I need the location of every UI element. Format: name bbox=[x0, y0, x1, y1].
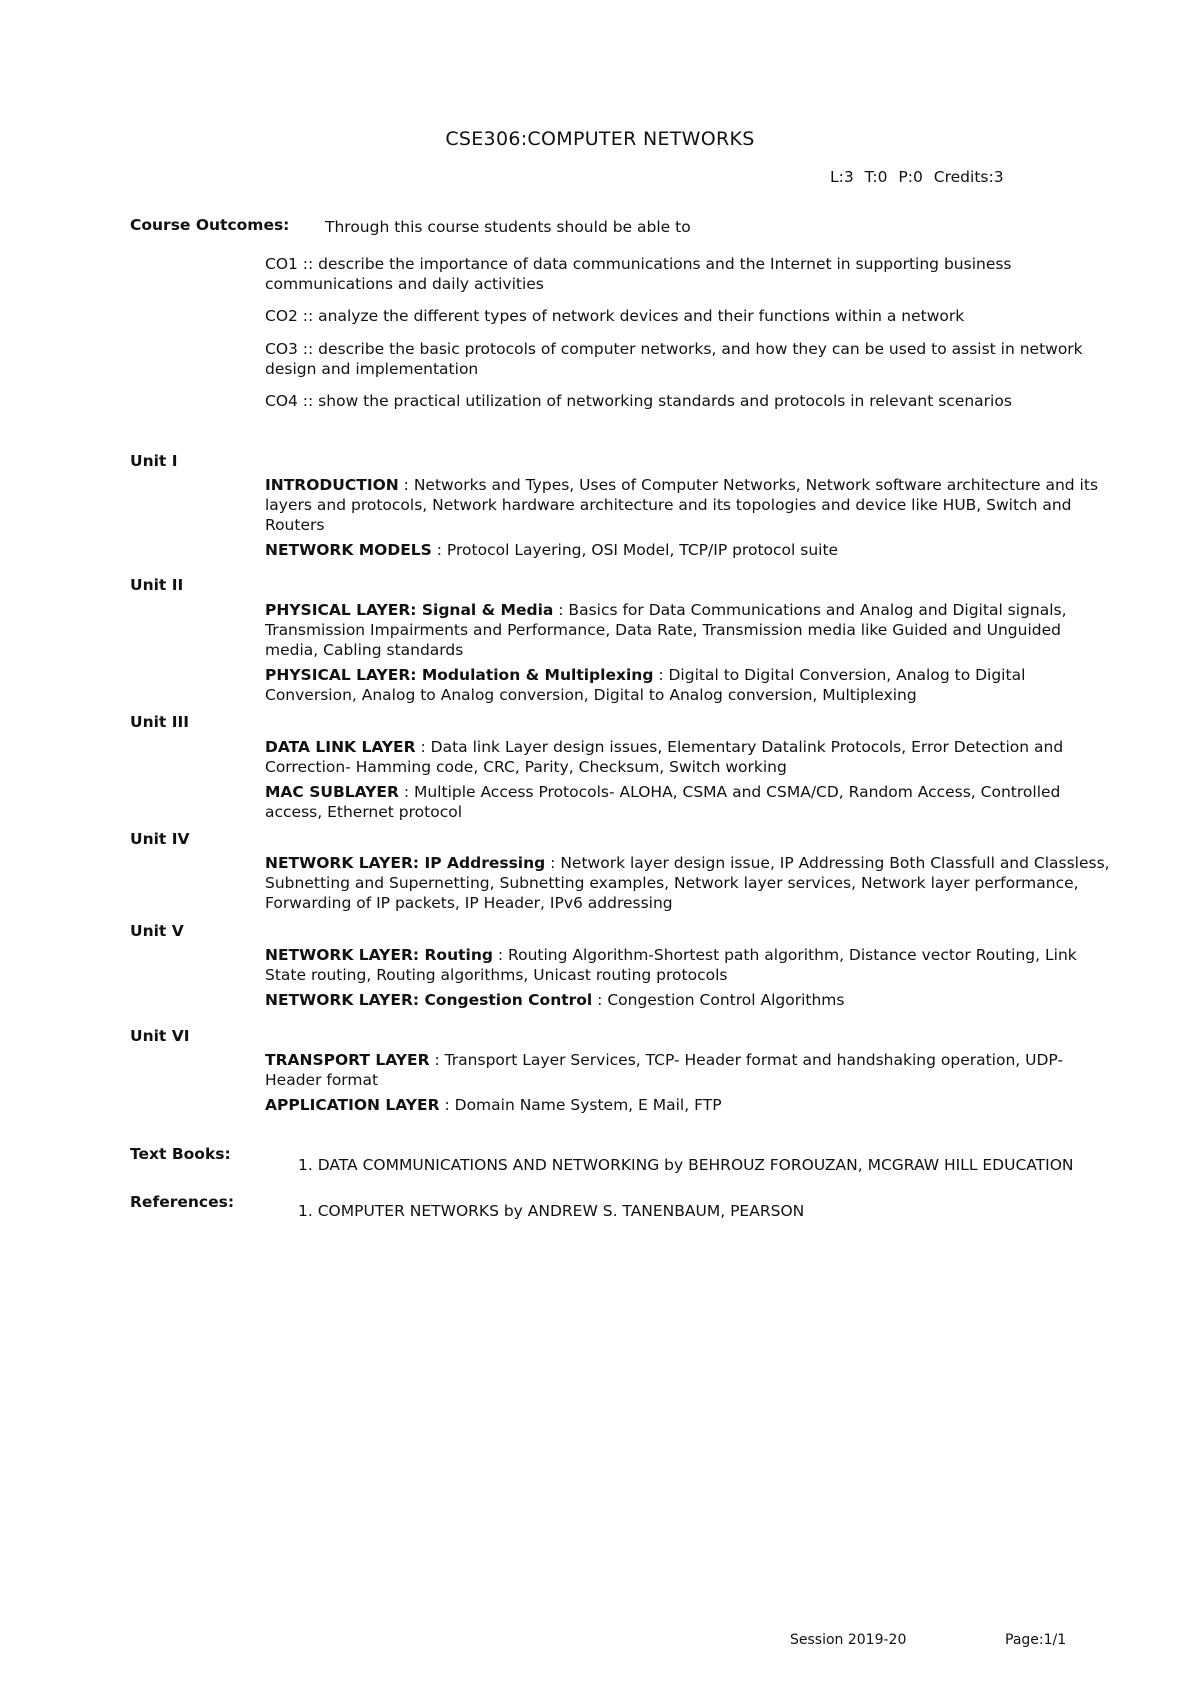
topic-heading: NETWORK MODELS bbox=[265, 541, 432, 559]
unit-2-content bbox=[265, 600, 1115, 710]
course-outcome-item: CO1 :: describe the importance of data communications and the Internet in supporting business communications and daily activities bbox=[265, 255, 1012, 293]
unit-4-content bbox=[265, 853, 1115, 918]
topic-heading: PHYSICAL LAYER: Signal & Media bbox=[265, 601, 554, 619]
textbook-item: 1. DATA COMMUNICATIONS AND NETWORKING by BEHROUZ FOROUZAN, MCGRAW HILL EDUCATION bbox=[298, 1156, 1074, 1174]
credits-line: L:3 T:0 P:0 Credits:3 bbox=[830, 168, 1004, 186]
topic-body: : Congestion Control Algorithms bbox=[592, 991, 845, 1009]
unit-topic bbox=[265, 737, 1115, 777]
unit-3-label: Unit III bbox=[130, 713, 190, 731]
topic-body: : Data link Layer design issues, Elementary Datalink Protocols, Error Detection and Correction- Hamming code, CRC, Parity, Checksum, Switch working bbox=[265, 738, 1064, 776]
topic-body: : Multiple Access Protocols- ALOHA, CSMA and CSMA/CD, Random Access, Controlled access, Ethernet protocol bbox=[265, 783, 1061, 821]
unit-topic bbox=[265, 475, 1115, 535]
unit-1-content bbox=[265, 475, 1115, 565]
unit-topic bbox=[265, 990, 1115, 1010]
textbooks-label: Text Books: bbox=[130, 1145, 231, 1163]
unit-topic bbox=[265, 600, 1115, 660]
topic-body: : Digital to Digital Conversion, Analog to Digital Conversion, Analog to Analog conversion, Digital to Analog conversion, Multiplexing bbox=[265, 666, 1026, 704]
unit-2-label: Unit II bbox=[130, 576, 184, 594]
course-title: CSE306:COMPUTER NETWORKS bbox=[445, 128, 755, 150]
unit-topic bbox=[265, 945, 1115, 985]
unit-topic bbox=[265, 782, 1115, 822]
topic-heading: NETWORK LAYER: Routing bbox=[265, 946, 493, 964]
topic-body: : Basics for Data Communications and Analog and Digital signals, Transmission Impairments and Performance, Data Rate, Transmission media like Guided and Unguided media, Cabling standards bbox=[265, 601, 1067, 659]
topic-heading: NETWORK LAYER: Congestion Control bbox=[265, 991, 593, 1009]
topic-heading: MAC SUBLAYER bbox=[265, 783, 399, 801]
topic-heading: INTRODUCTION bbox=[265, 476, 399, 494]
course-outcomes-label: Course Outcomes: bbox=[130, 216, 290, 234]
footer-page-number: Page:1/1 bbox=[1005, 1632, 1067, 1648]
unit-topic bbox=[265, 540, 1115, 560]
unit-5-label: Unit V bbox=[130, 922, 184, 940]
course-outcomes-list bbox=[265, 254, 1115, 423]
unit-topic bbox=[265, 665, 1115, 705]
course-outcome-item: CO2 :: analyze the different types of network devices and their functions within a network bbox=[265, 307, 965, 325]
course-outcomes-intro: Through this course students should be able to bbox=[325, 218, 691, 236]
topic-heading: TRANSPORT LAYER bbox=[265, 1051, 430, 1069]
unit-3-content bbox=[265, 737, 1115, 827]
topic-body: : Networks and Types, Uses of Computer Networks, Network software architecture and its layers and protocols, Network hardware architecture and its topologies and device like HUB, Switch and Routers bbox=[265, 476, 1099, 534]
topic-heading: APPLICATION LAYER bbox=[265, 1096, 440, 1114]
unit-4-label: Unit IV bbox=[130, 830, 190, 848]
course-outcome-item: CO4 :: show the practical utilization of networking standards and protocols in relevant scenarios bbox=[265, 392, 1012, 410]
unit-1-label: Unit I bbox=[130, 452, 178, 470]
unit-topic bbox=[265, 1050, 1115, 1090]
topic-heading: NETWORK LAYER: IP Addressing bbox=[265, 854, 546, 872]
unit-6-content bbox=[265, 1050, 1115, 1120]
topic-heading: PHYSICAL LAYER: Modulation & Multiplexing bbox=[265, 666, 654, 684]
reference-item: 1. COMPUTER NETWORKS by ANDREW S. TANENBAUM, PEARSON bbox=[298, 1202, 805, 1220]
footer-session: Session 2019-20 bbox=[790, 1632, 907, 1648]
course-outcome-item: CO3 :: describe the basic protocols of computer networks, and how they can be used to assist in network design and implementation bbox=[265, 340, 1083, 378]
topic-body: : Domain Name System, E Mail, FTP bbox=[439, 1096, 722, 1114]
unit-topic bbox=[265, 853, 1115, 913]
unit-5-content bbox=[265, 945, 1115, 1015]
topic-body: : Protocol Layering, OSI Model, TCP/IP protocol suite bbox=[431, 541, 839, 559]
unit-topic bbox=[265, 1095, 1115, 1115]
topic-body: : Network layer design issue, IP Addressing Both Classfull and Classless, Subnetting and Supernetting, Subnetting examples, Network layer services, Network layer performance, Forwarding of IP packets, IP Header, IPv6 addressing bbox=[265, 854, 1110, 912]
references-label: References: bbox=[130, 1193, 235, 1211]
topic-heading: DATA LINK LAYER bbox=[265, 738, 416, 756]
unit-6-label: Unit VI bbox=[130, 1027, 190, 1045]
topic-body: : Routing Algorithm-Shortest path algorithm, Distance vector Routing, Link State routing, Routing algorithms, Unicast routing protocols bbox=[265, 946, 1077, 984]
topic-body: : Transport Layer Services, TCP- Header format and handshaking operation, UDP- Header format bbox=[265, 1051, 1064, 1089]
